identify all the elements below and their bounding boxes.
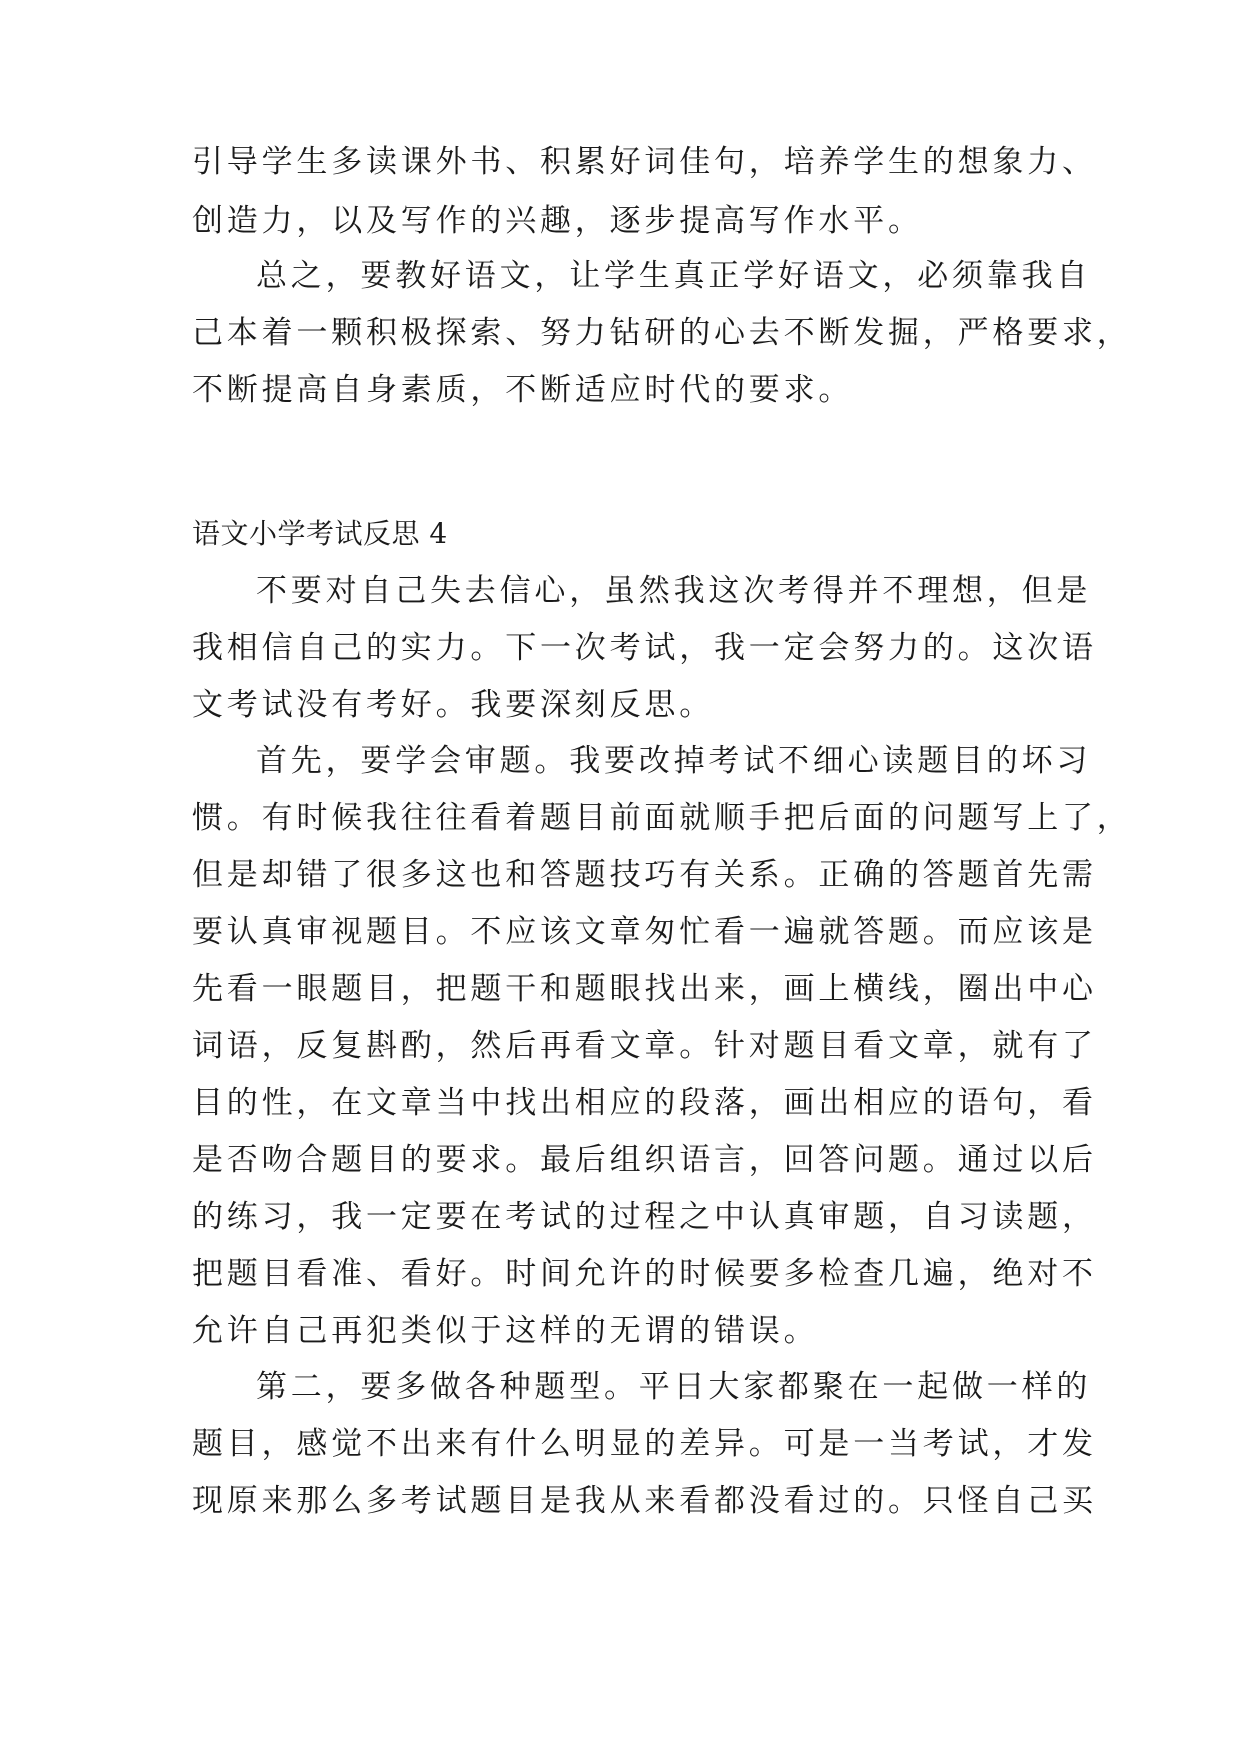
- text-line: 允许自己再犯类似于这样的无谓的错误。: [192, 1313, 819, 1349]
- text-line: 创造力，以及写作的兴趣，逐步提高写作水平。: [192, 203, 923, 239]
- text-line: 但是却错了很多这也和答题技巧有关系。正确的答题首先需: [192, 857, 1097, 893]
- text-line: 题目，感觉不出来有什么明显的差异。可是一当考试，才发: [192, 1426, 1097, 1462]
- text-line: 目的性，在文章当中找出相应的段落，画出相应的语句，看: [192, 1085, 1097, 1121]
- text-line: 第二，要多做各种题型。平日大家都聚在一起做一样的: [256, 1369, 1092, 1405]
- section-heading: 语文小学考试反思 4: [192, 517, 448, 550]
- text-line: 不断提高自身素质，不断适应时代的要求。: [192, 372, 854, 408]
- text-line: 要认真审视题目。不应该文章匆忙看一遍就答题。而应该是: [192, 914, 1097, 950]
- text-line: 引导学生多读课外书、积累好词佳句，培养学生的想象力、: [192, 144, 1097, 180]
- text-line: 先看一眼题目，把题干和题眼找出来，画上横线，圈出中心: [192, 971, 1097, 1007]
- text-line: 词语，反复斟酌，然后再看文章。针对题目看文章，就有了: [192, 1028, 1097, 1064]
- text-line: 文考试没有考好。我要深刻反思。: [192, 687, 714, 723]
- text-line: 我相信自己的实力。下一次考试，我一定会努力的。这次语: [192, 630, 1097, 666]
- text-line: 不要对自己失去信心，虽然我这次考得并不理想，但是: [256, 573, 1092, 609]
- text-line: 是否吻合题目的要求。最后组织语言，回答问题。通过以后: [192, 1142, 1097, 1178]
- text-line: 总之，要教好语文，让学生真正学好语文，必须靠我自: [256, 258, 1092, 294]
- text-line: 现原来那么多考试题目是我从来看都没看过的。只怪自己买: [192, 1483, 1097, 1519]
- text-line: 惯。有时候我往往看着题目前面就顺手把后面的问题写上了，: [192, 800, 1132, 836]
- text-line: 把题目看准、看好。时间允许的时候要多检查几遍，绝对不: [192, 1256, 1097, 1292]
- text-line: 首先，要学会审题。我要改掉考试不细心读题目的坏习: [256, 743, 1092, 779]
- text-line: 的练习，我一定要在考试的过程之中认真审题，自习读题，: [192, 1199, 1097, 1235]
- text-line: 己本着一颗积极探索、努力钻研的心去不断发掘，严格要求，: [192, 315, 1132, 351]
